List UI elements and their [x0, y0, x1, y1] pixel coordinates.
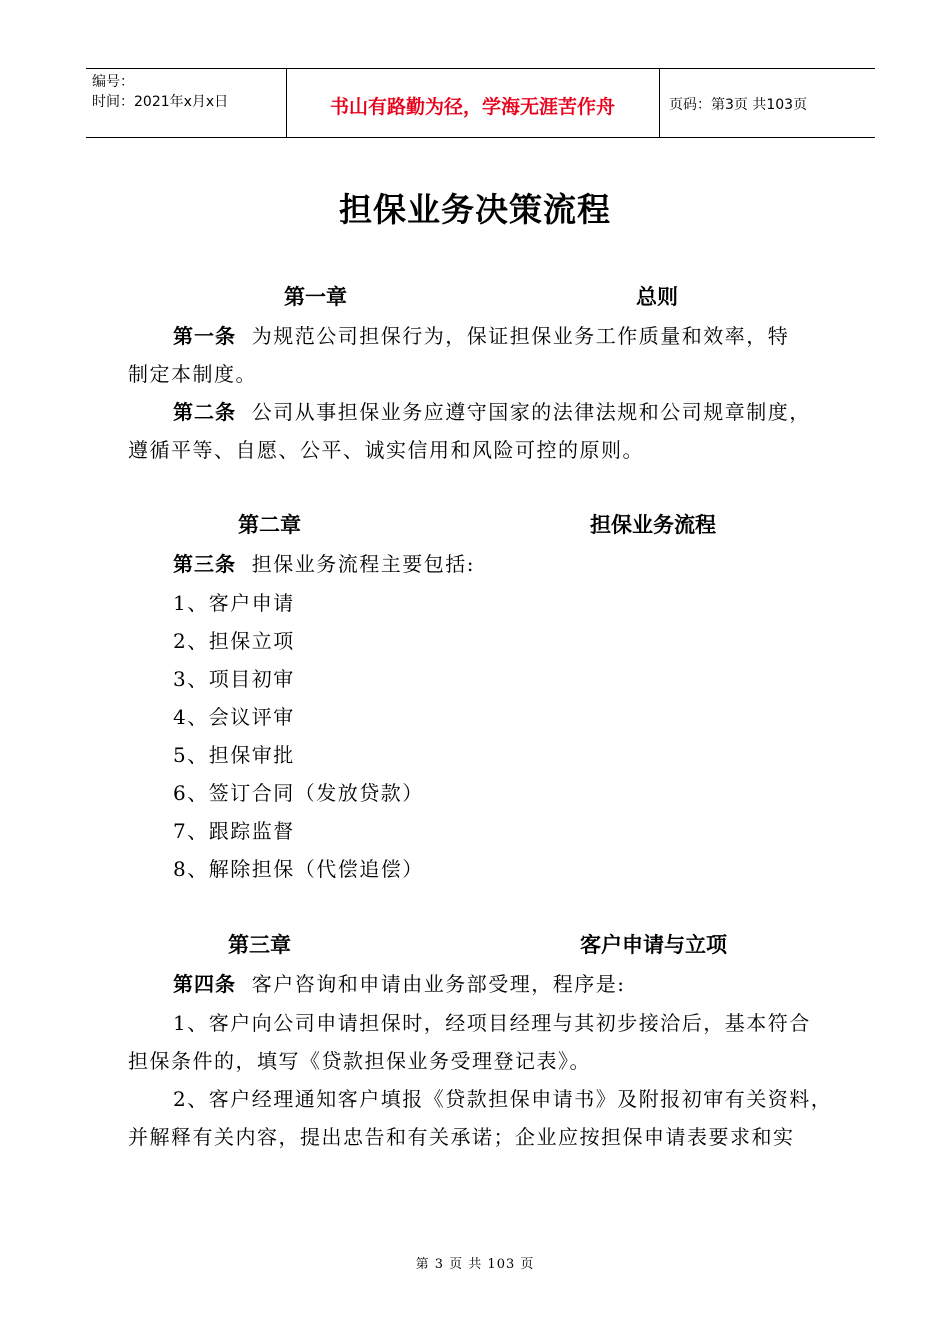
page-footer: 第 3 页 共 103 页 [415, 1257, 535, 1272]
article-2-text: 公司从事担保业务应遵守国家的法律法规和公司规章制度， [251, 400, 811, 424]
header-slogan-cell [286, 69, 660, 137]
header-info-cell [86, 69, 287, 137]
chapter-2-number: 第二章 [238, 513, 301, 537]
article-1-label: 第一条 [173, 324, 236, 348]
article-4-para-2-line-2: 并解释有关内容，提出忠告和有关承诺；企业应按担保申请表要求和实 [128, 1125, 795, 1149]
article-2-label: 第二条 [173, 400, 236, 424]
article-2-line-1 [173, 396, 811, 425]
document-title: 担保业务决策流程 [339, 190, 611, 229]
chapter-3-number: 第三章 [228, 933, 291, 957]
article-4-text: 客户咨询和申请由业务部受理，程序是: [251, 972, 626, 996]
list-item: 4、会议评审 [173, 705, 295, 729]
doc-date-label: 时间：2021年x月x日 [92, 94, 229, 110]
article-4-para-2-line-1: 2、客户经理通知客户填报《贷款担保申请书》及附报初审有关资料， [173, 1087, 833, 1111]
header-page-cell [659, 69, 875, 137]
chapter-1-title: 总则 [636, 285, 678, 309]
article-3-text: 担保业务流程主要包括: [251, 552, 475, 576]
header-slogan: 书山有路勤为径，学海无涯苦作舟 [329, 96, 615, 118]
article-1-line-1 [173, 320, 789, 349]
list-item: 5、担保审批 [173, 743, 295, 767]
article-4-label: 第四条 [173, 972, 236, 996]
article-4-para-1-line-1: 1、客户向公司申请担保时，经项目经理与其初步接洽后，基本符合 [173, 1011, 811, 1035]
article-3-label: 第三条 [173, 552, 236, 576]
chapter-1-number: 第一章 [284, 285, 347, 309]
list-item: 3、项目初审 [173, 667, 295, 691]
chapter-3-title: 客户申请与立项 [580, 933, 727, 957]
page-header [86, 68, 875, 138]
chapter-2-title: 担保业务流程 [590, 513, 716, 537]
article-2-line-2: 遵循平等、自愿、公平、诚实信用和风险可控的原则。 [128, 438, 644, 462]
doc-number-label: 编号： [92, 74, 134, 90]
article-4-para-1-line-2: 担保条件的，填写《贷款担保业务受理登记表》。 [128, 1049, 591, 1073]
list-item: 6、签订合同（发放贷款） [173, 781, 424, 805]
list-item: 8、解除担保（代偿追偿） [173, 857, 424, 881]
article-1-line-2: 制定本制度。 [128, 362, 257, 386]
header-page-info: 页码：第3页 共103页 [669, 97, 808, 113]
list-item: 2、担保立项 [173, 629, 295, 653]
article-1-text: 为规范公司担保行为，保证担保业务工作质量和效率，特 [251, 324, 790, 348]
article-4-line [173, 968, 625, 997]
article-3-line [173, 548, 475, 577]
list-item: 7、跟踪监督 [173, 819, 295, 843]
list-item: 1、客户申请 [173, 591, 295, 615]
